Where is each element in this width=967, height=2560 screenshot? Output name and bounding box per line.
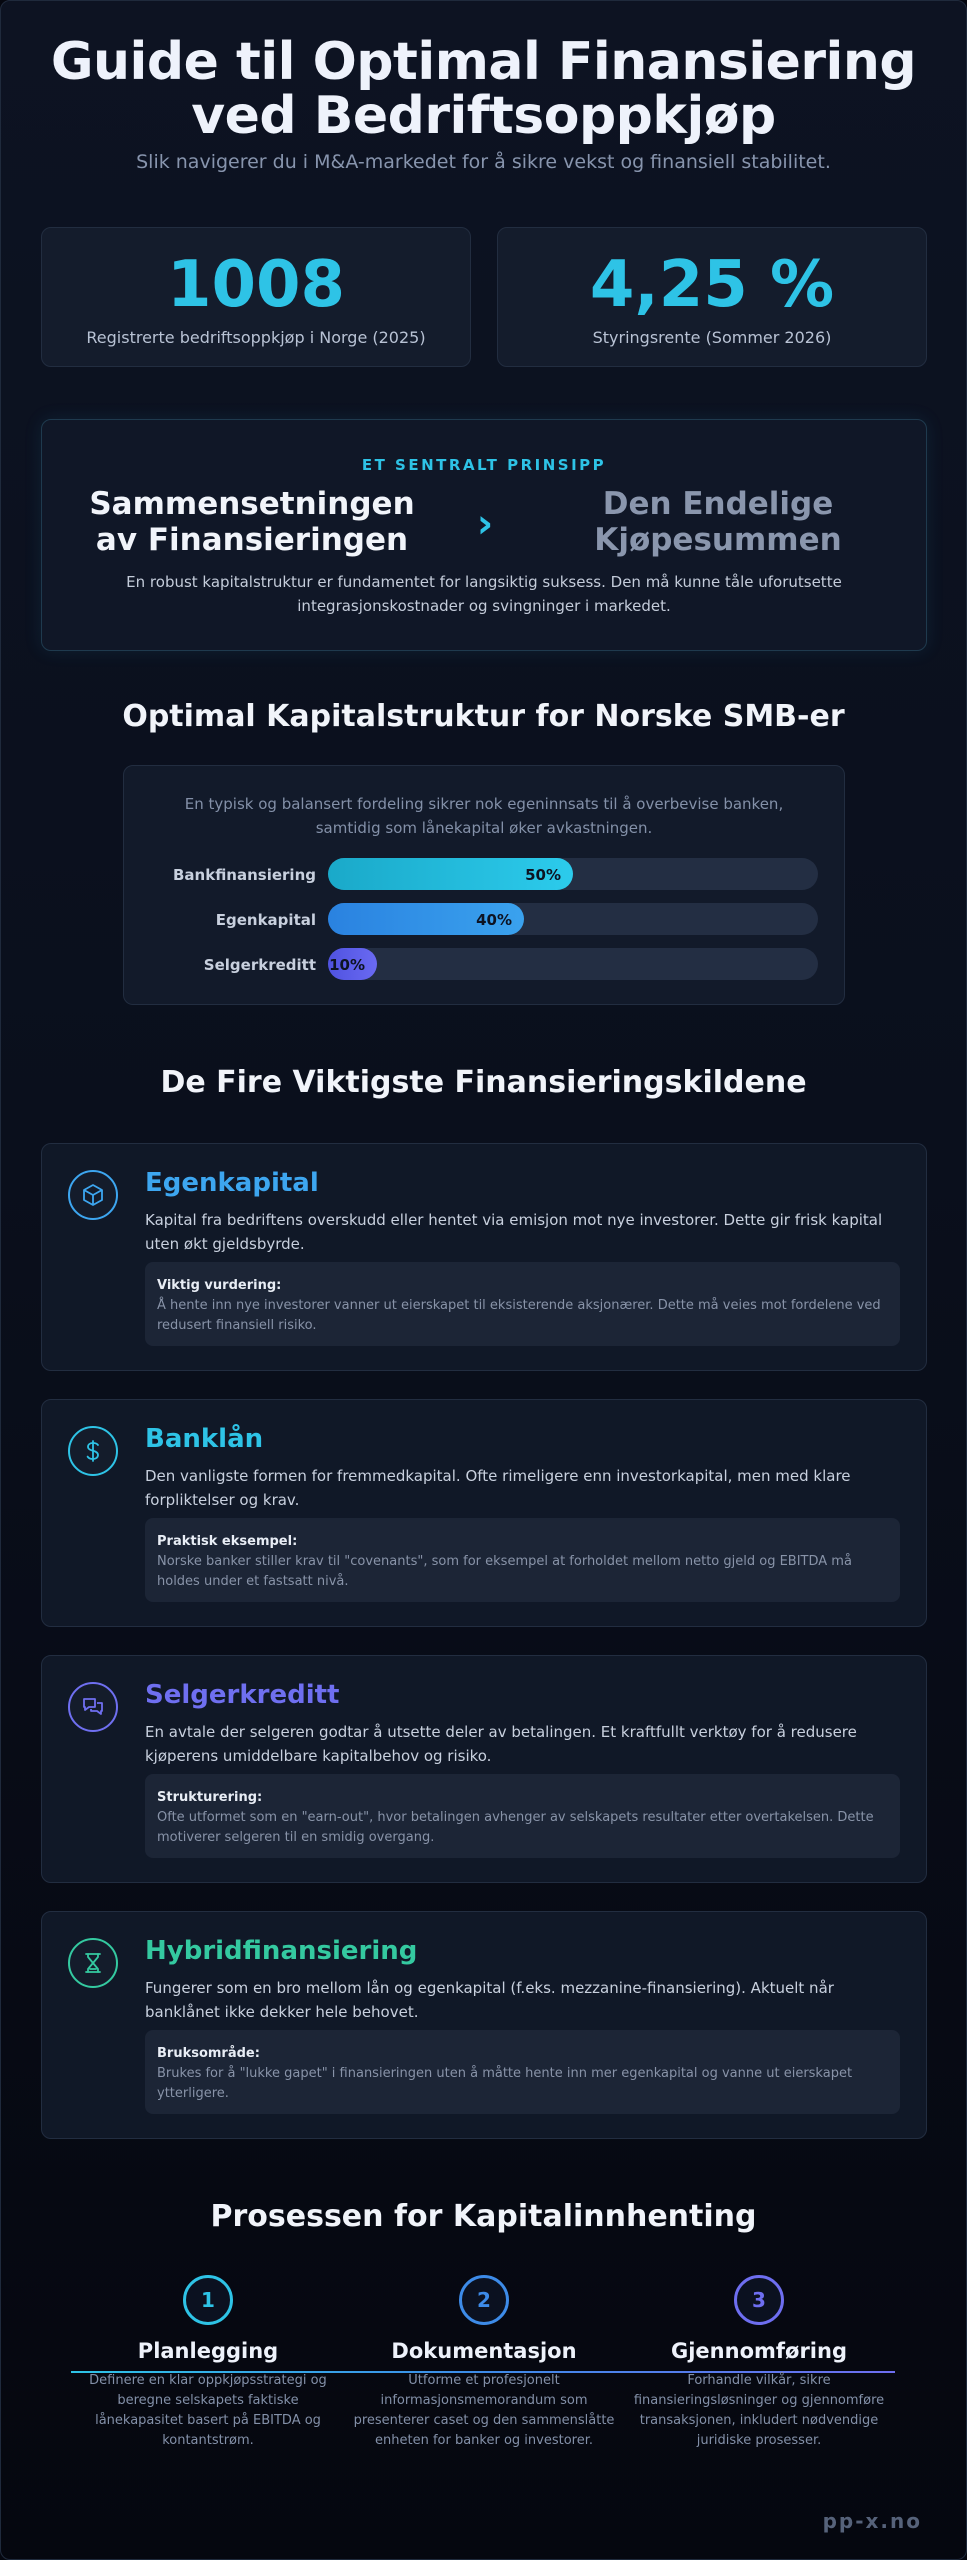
note-text: Norske banker stiller krav til "covenants", som for eksempel at forholdet mellom netto gjeld og EBITDA må holdes under et fastsatt nivå. xyxy=(157,1554,852,1589)
stat-card-acquisitions xyxy=(41,227,471,367)
stat-value: 4,25 % xyxy=(589,248,835,322)
stat-label: Registrerte bedriftsoppkjøp i Norge (2025) xyxy=(86,328,426,347)
bar-row-seller-credit xyxy=(124,948,846,982)
step-text: Forhandle vilkår, sikre finansieringsløsninger og gjennomføre transaksjonen, inkludert nødvendige juridiske prosesser. xyxy=(633,2373,885,2448)
bar-label: Bankfinansiering xyxy=(172,866,316,884)
source-description: Fungerer som en bro mellom lån og egenkapital (f.eks. mezzanine-finansiering). Aktuelt når banklånet ikke dekker hele behovet. xyxy=(145,1979,834,2021)
source-note xyxy=(145,1774,900,1858)
capital-structure-description: En typisk og balansert fordeling sikrer nok egeninnsats til å overbevise banken, samtidig som lånekapital øker avkastningen. xyxy=(184,795,784,837)
bar-track xyxy=(328,858,818,890)
bar-row-equity xyxy=(124,903,846,937)
stat-label: Styringsrente (Sommer 2026) xyxy=(592,328,832,347)
cube-icon xyxy=(68,1170,118,1220)
note-text: Brukes for å "lukke gapet" i finansieringen uten å måtte hente inn mer egenkapital og vanne ut eierskapet ytterligere. xyxy=(157,2066,853,2101)
principle-eyebrow: ET SENTRALT PRINSIPP xyxy=(361,456,607,474)
stat-value: 1008 xyxy=(166,248,346,322)
step-number: 1 xyxy=(183,2275,233,2325)
note-label: Strukturering: xyxy=(157,1790,263,1805)
footer-brand: pp-x.no xyxy=(822,2509,922,2533)
principle-right-term: Den Endelige Kjøpesummen xyxy=(594,486,842,558)
principle-left-term: Sammensetningen av Finansieringen xyxy=(89,486,415,558)
bar-fill-bank xyxy=(328,858,573,890)
chat-bubbles-icon xyxy=(68,1682,118,1732)
source-description: En avtale der selgeren godtar å utsette deler av betalingen. Et kraftfullt verktøy for å redusere kjøperens umiddelbare kapitalbehov og risiko. xyxy=(145,1723,857,1765)
source-note xyxy=(145,1262,900,1346)
bar-value: 10% xyxy=(329,956,365,974)
principle-box xyxy=(41,419,927,651)
note-text: Ofte utformet som en "earn-out", hvor betalingen avhenger av selskapets resultater etter overtakelsen. Dette motiverer selgeren til en smidig overgang. xyxy=(157,1810,874,1845)
dollar-icon xyxy=(68,1426,118,1476)
note-label: Viktig vurdering: xyxy=(157,1278,282,1293)
source-description: Kapital fra bedriftens overskudd eller hentet via emisjon mot nye investorer. Dette gir frisk kapital uten økt gjeldsbyrde. xyxy=(145,1211,883,1253)
source-card-equity xyxy=(41,1143,927,1371)
source-title: Egenkapital xyxy=(145,1168,319,1198)
bar-value: 40% xyxy=(476,911,512,929)
bar-track xyxy=(328,903,818,935)
bar-label: Selgerkreditt xyxy=(203,956,316,974)
step-text: Definere en klar oppkjøpsstrategi og beregne selskapets faktiske lånekapasitet basert på EBITDA og kontantstrøm. xyxy=(89,2373,327,2448)
source-card-hybrid xyxy=(41,1911,927,2139)
bar-value: 50% xyxy=(525,866,561,884)
page-subtitle: Slik navigerer du i M&A-markedet for å sikre vekst og finansiell stabilitet. xyxy=(136,151,831,173)
chevron-right-icon: › xyxy=(476,501,494,547)
source-note xyxy=(145,1518,900,1602)
step-title: Dokumentasjon xyxy=(391,2339,577,2363)
note-text: Å hente inn nye investorer vanner ut eierskapet til eksisterende aksjonærer. Dette må veies mot fordelene ved redusert finansiell risiko. xyxy=(157,1298,881,1333)
step-title: Planlegging xyxy=(137,2339,279,2363)
bar-label: Egenkapital xyxy=(215,911,316,929)
source-title: Hybridfinansiering xyxy=(145,1936,418,1966)
bar-row-bank xyxy=(124,858,846,892)
process-heading: Prosessen for Kapitalinnhenting xyxy=(210,2199,757,2234)
source-note xyxy=(145,2030,900,2114)
capital-structure-card xyxy=(123,765,845,1005)
step-number: 3 xyxy=(734,2275,784,2325)
source-title: Selgerkreditt xyxy=(145,1680,340,1710)
source-description: Den vanligste formen for fremmedkapital. Ofte rimeligere enn investorkapital, men med klare forpliktelser og krav. xyxy=(145,1467,851,1509)
bar-track xyxy=(328,948,818,980)
source-card-seller-credit xyxy=(41,1655,927,1883)
page-title: Guide til Optimal Finansiering ved Bedriftsoppkjøp xyxy=(50,32,917,146)
sources-heading: De Fire Viktigste Finansieringskildene xyxy=(160,1065,807,1100)
bar-fill-seller-credit xyxy=(328,948,377,980)
capital-structure-heading: Optimal Kapitalstruktur for Norske SMB-er xyxy=(122,699,845,734)
step-title: Gjennomføring xyxy=(671,2339,847,2363)
source-title: Banklån xyxy=(145,1424,264,1454)
step-number: 2 xyxy=(459,2275,509,2325)
source-card-bank-loan xyxy=(41,1399,927,1627)
hourglass-icon xyxy=(68,1938,118,1988)
note-label: Praktisk eksempel: xyxy=(157,1534,298,1549)
note-label: Bruksområde: xyxy=(157,2046,260,2061)
principle-text: En robust kapitalstruktur er fundamentet for langsiktig suksess. Den må kunne tåle uforutsette integrasjonskostnader og svingninger i markedet. xyxy=(126,573,842,615)
step-text: Utforme et profesjonelt informasjonsmemorandum som presenterer caset og den sammenslåtte enheten for banker og investorer. xyxy=(353,2373,615,2448)
stat-card-interest-rate xyxy=(497,227,927,367)
bar-fill-equity xyxy=(328,903,524,935)
